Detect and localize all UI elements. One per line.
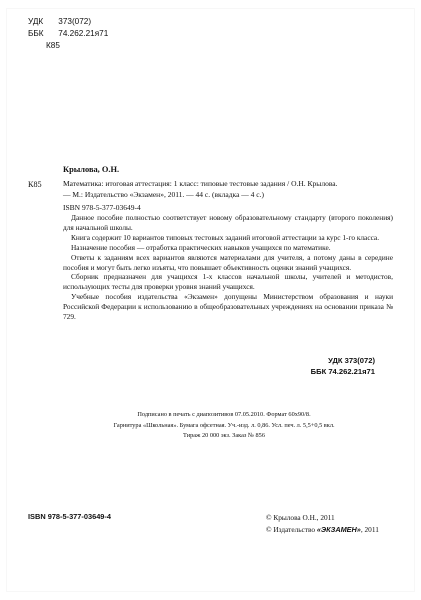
isbn-bottom: ISBN 978-5-377-03649-4 <box>28 512 111 521</box>
annotation-paragraph: Назначение пособия — отработка практических навыков учащихся по математике. <box>71 242 331 252</box>
udk-value: 373(072) <box>58 17 92 26</box>
publisher-line: — М.: Издательство «Экзамен», 2011. — 44 с. (вкладка — 4 с.) <box>63 189 264 199</box>
imprint-line: Гарнитура «Школьная». Бумага офсетная. Уч.-изд. л. 0,86. Усл. печ. л. 5,5+0,5 вкл. <box>113 421 335 429</box>
annotation <box>63 213 393 322</box>
imprint-line: Тираж 20 000 экз. Заказ № 856 <box>183 432 265 439</box>
udk-label: УДК <box>28 17 44 26</box>
udk-row <box>28 16 148 28</box>
publisher-brand: «ЭКЗАМЕН» <box>316 524 361 534</box>
author-heading: Крылова, О.Н. <box>63 165 120 174</box>
classification-block <box>311 356 375 377</box>
bbk-code: ББК 74.262.21я71 <box>310 366 375 376</box>
bbk-value: 74.262.21я71 <box>58 29 109 38</box>
publisher-prefix: © Издательство <box>266 524 317 534</box>
annotation-paragraph: Учебные пособия издательства «Экзамен» допущены Министерством образования и науки Российской Федерации к использованию в общеобразовательных учреждениях на основании приказа № 729. <box>63 292 393 322</box>
imprint-line: Подписано в печать с диапозитивов 07.05.2010. Формат 60х90/8. <box>137 411 311 418</box>
publisher-copyright <box>266 524 379 536</box>
bbk-label: ББК <box>28 29 44 38</box>
annotation-paragraph: Сборник предназначен для учащихся 1-х классов начальной школы, учителей и методистов, использующих тесты для проверки уровня знаний учащихся. <box>63 272 393 292</box>
shelf-mark: К85 <box>46 41 60 50</box>
annotation-paragraph: Ответы к заданиям всех вариантов являются материалами для учителя, а потому даны в середине пособия и могут быть легко изъяты, что повышает объективность оценки знаний учащихся. <box>63 252 393 272</box>
top-classification-codes <box>28 16 148 52</box>
book-title-line: Математика: итоговая аттестация: 1 класс: типовые тестовые задания / О.Н. Крылова. <box>63 179 338 188</box>
author-copyright: © Крылова О.Н., 2011 <box>266 513 335 522</box>
shelf-mark-left: К85 <box>28 180 42 189</box>
imprint <box>88 410 360 442</box>
bibliographic-record <box>63 179 389 214</box>
shelf-mark-row <box>28 40 148 52</box>
isbn-inline: ISBN 978-5-377-03649-4 <box>63 203 141 212</box>
publisher-year: , 2011 <box>360 524 379 534</box>
copyright-block <box>266 512 379 535</box>
bbk-row <box>28 28 148 40</box>
udk-code: УДК 373(072) <box>328 356 375 365</box>
annotation-paragraph: Данное пособие полностью соответствует новому образовательному стандарту (второго поколения) для начальной школы. <box>63 213 393 232</box>
annotation-paragraph: Книга содержит 10 вариантов типовых тестовых заданий итоговой аттестации за курс 1-го класса. <box>71 232 380 242</box>
